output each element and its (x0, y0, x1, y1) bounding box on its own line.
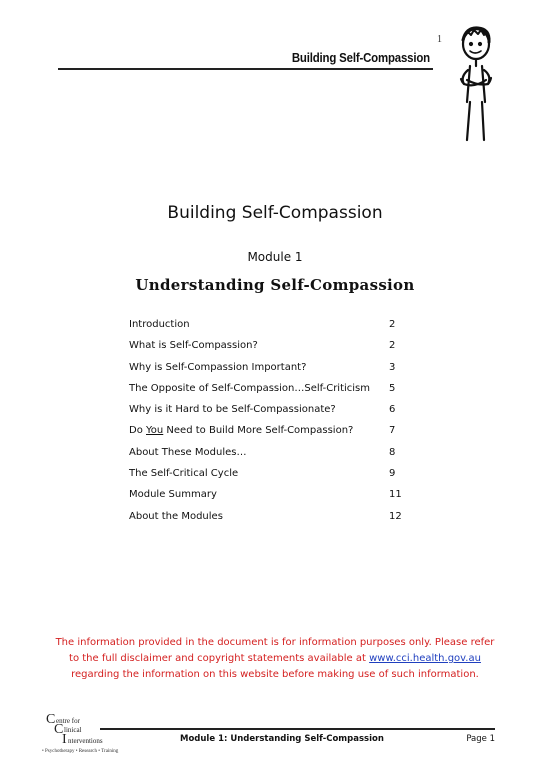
toc-item[interactable] (129, 447, 419, 468)
footer-rule (100, 728, 495, 730)
toc-item-page: 8 (389, 446, 396, 458)
logo-tagline: • Psychotherapy • Research • Training (42, 749, 119, 754)
toc-item-page: 3 (389, 361, 396, 373)
toc-item-page: 9 (389, 468, 396, 480)
logo-line-1: entre for (56, 717, 80, 725)
footer-page-number: Page 1 (466, 734, 495, 744)
module-subtitle: Understanding Self-Compassion (135, 276, 415, 294)
toc-item-title: Introduction (129, 319, 190, 330)
table-of-contents (129, 319, 419, 532)
toc-item[interactable] (129, 489, 419, 510)
logo-letter-i: I (62, 732, 67, 747)
header-page-number: 1 (437, 34, 442, 45)
toc-item-title: The Opposite of Self-Compassion…Self-Criticism (129, 382, 371, 394)
toc-item-title: Why is it Hard to be Self-Compassionate? (129, 404, 336, 416)
toc-item[interactable] (129, 319, 419, 340)
logo-letter-c1: C (46, 712, 56, 727)
header-rule (58, 68, 433, 70)
stick-figure-illustration (440, 22, 508, 147)
toc-item-page: 2 (389, 340, 396, 352)
toc-item-title: The Self-Critical Cycle (129, 468, 239, 480)
disclaimer-link[interactable]: www.cci.health.gov.au (369, 653, 481, 664)
logo-line-3: nterventions (68, 737, 103, 745)
toc-item-title-pre: Do (129, 425, 146, 437)
cci-logo (42, 712, 146, 758)
toc-item-title: Why is Self-Compassion Important? (129, 361, 307, 373)
disclaimer-text-before: The information provided in the document is for information purposes only. Please refer to the full disclaimer and copyright statements available at (55, 637, 495, 664)
toc-item-page: 2 (389, 319, 396, 330)
disclaimer-text-after: regarding the information on this website before making use of such information. (71, 669, 479, 680)
toc-item[interactable] (129, 404, 419, 425)
toc-item-title: Module Summary (129, 489, 217, 501)
toc-item-page: 6 (389, 404, 396, 416)
toc-item-page: 11 (389, 489, 402, 501)
footer-module-title: Module 1: Understanding Self-Compassion (180, 734, 384, 744)
logo-line-2: linical (64, 726, 82, 734)
toc-item-title (129, 425, 353, 436)
logo-letter-c2: C (54, 722, 64, 737)
toc-item-title: About the Modules (129, 510, 223, 522)
toc-item-page: 7 (389, 425, 396, 437)
toc-item-title-post: Need to Build More Self-Compassion? (163, 425, 354, 437)
toc-item-page: 12 (389, 510, 402, 522)
toc-item-title: About These Modules… (129, 446, 247, 458)
toc-item-title: What is Self-Compassion? (129, 340, 258, 352)
toc-item[interactable] (129, 362, 419, 383)
toc-item-title-emphasis: You (146, 425, 164, 437)
document-title: Building Self-Compassion (167, 203, 383, 223)
toc-item-page: 5 (389, 382, 396, 394)
header-title: Building Self-Compassion (291, 50, 430, 65)
module-label: Module 1 (247, 250, 303, 264)
toc-item[interactable] (129, 340, 419, 361)
toc-item[interactable] (129, 511, 419, 532)
toc-item[interactable] (129, 383, 419, 404)
toc-item[interactable] (129, 425, 419, 446)
disclaimer (55, 635, 495, 683)
toc-item[interactable] (129, 468, 419, 489)
